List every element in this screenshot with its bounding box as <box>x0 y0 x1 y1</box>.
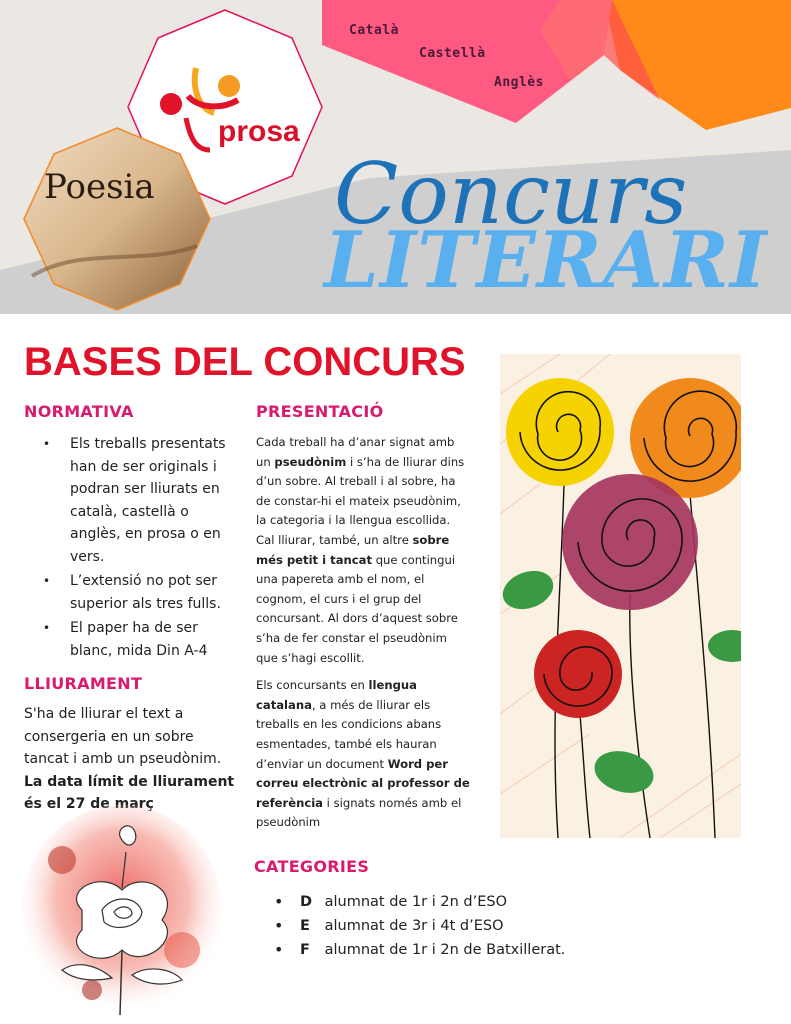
rose-sketch-image <box>22 800 234 1022</box>
title-literari: LITERARI <box>324 215 768 306</box>
category-item: • F alumnat de 1r i 2n de Batxillerat. <box>270 938 565 962</box>
category-item: • E alumnat de 3r i 4t d’ESO <box>270 914 565 938</box>
list-item: • El paper ha de ser blanc, mida Din A-4 <box>24 617 239 662</box>
left-column <box>24 402 239 816</box>
lliurament-heading: LLIURAMENT <box>24 674 143 693</box>
lliurament-text: S'ha de lliurar el text a consergeria en un sobre tancat i amb un pseudònim. La data límit de lliurament és el 27 de març <box>24 706 235 812</box>
flowers-illustration <box>500 354 741 838</box>
poesia-badge <box>22 126 212 312</box>
poesia-text: Poesia <box>44 167 155 207</box>
list-item: • Els treballs presentats han de ser originals i podran ser lliurats en català, castellà o anglès, en prosa o en vers. <box>24 433 239 568</box>
title-concurs: Concurs <box>334 145 688 243</box>
language-catalan[interactable]: Català <box>349 23 399 38</box>
presentacio-heading: PRESENTACIÓ <box>256 402 384 421</box>
normativa-list <box>24 433 239 662</box>
list-item: • L’extensió no pot ser superior als tres fulls. <box>24 570 239 615</box>
language-english[interactable]: Anglès <box>494 75 544 90</box>
prosa-logo-text: prosa <box>218 115 300 148</box>
red-flower <box>534 630 622 718</box>
category-item: • D alumnat de 1r i 2n d’ESO <box>270 890 565 914</box>
presentacio-paragraph-2: Els concursants en llengua catalana, a més de lliurar els treballs en les condicions abans esmentades, també els hauran d’enviar un document Word per correu electrònic al professor de referència i signats només amb el pseudònim <box>256 678 470 830</box>
categories-list <box>270 890 565 962</box>
magenta-flower <box>562 474 698 610</box>
lliurament-deadline: La data límit de lliurament és el 27 de març <box>24 773 235 812</box>
header-banner <box>0 0 791 314</box>
normativa-heading: NORMATIVA <box>24 402 134 421</box>
main-heading: BASES DEL CONCURS <box>24 340 466 384</box>
middle-column <box>256 402 472 833</box>
categories-heading: CATEGORIES <box>254 857 370 876</box>
presentacio-paragraph-1: Cada treball ha d’anar signat amb un pseudònim i s’ha de lliurar dins d’un sobre. Al treball i al sobre, ha de constar-hi el mateix pseudònim, la categoria i la llengua escollida. Cal lliurar, també, un altre sobre més petit i tancat que contingui una papereta amb el nom, el cognom, el curs i el grup del concursant. Al dors d’aquest sobre s’ha de fer constar el pseudònim que s’hagi escollit. <box>256 435 465 665</box>
prosa-logo-dot-icon <box>160 93 182 115</box>
language-spanish[interactable]: Castellà <box>419 46 486 61</box>
